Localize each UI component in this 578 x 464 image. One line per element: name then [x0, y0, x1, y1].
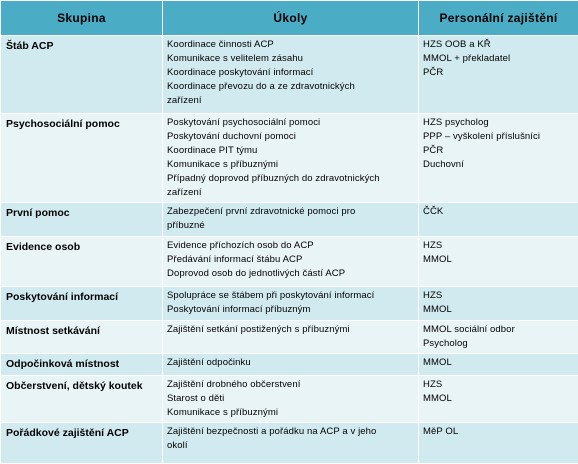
- task-line: Zajištění drobného občerstvení: [167, 378, 414, 392]
- staff-cell: [419, 114, 578, 203]
- task-line: Koordinace poskytování informací: [167, 66, 414, 80]
- task-line: Komunikace s příbuznými: [167, 158, 414, 172]
- tasks-cell: [163, 423, 419, 464]
- task-line: Koordinace činnosti ACP: [167, 38, 414, 52]
- table-row: [1, 203, 578, 237]
- task-line: Zabezpečení první zdravotnické pomoci pro: [167, 205, 414, 219]
- table-row: [1, 114, 578, 203]
- header-personalni-zajisteni: Personální zajištění: [419, 1, 578, 36]
- group-cell: Poskytování informací: [1, 287, 163, 321]
- staff-line: MMOL + překladatel: [423, 52, 574, 66]
- staff-line: HZS: [423, 378, 574, 392]
- task-line: Doprovod osob do jednotlivých částí ACP: [167, 267, 414, 281]
- task-line: Komunikace s příbuznými: [167, 406, 414, 420]
- table-row: [1, 423, 578, 464]
- staff-line: PČR: [423, 144, 574, 158]
- task-line: Poskytování psychosociální pomoci: [167, 116, 414, 130]
- task-line: zařízení: [167, 186, 414, 200]
- table-row: [1, 321, 578, 354]
- tasks-cell: [163, 203, 419, 237]
- task-line: Předávání informací štábu ACP: [167, 253, 414, 267]
- table-row: [1, 237, 578, 287]
- tasks-cell: [163, 114, 419, 203]
- header-row: [1, 1, 578, 36]
- staff-line: HZS: [423, 289, 574, 303]
- header-ukoly: Úkoly: [163, 1, 419, 36]
- task-line: okolí: [167, 439, 414, 453]
- staff-line: MMOL: [423, 392, 574, 406]
- staff-line: HZS OOB a KŘ: [423, 38, 574, 52]
- group-cell: Psychosociální pomoc: [1, 114, 163, 203]
- staff-line: Psycholog: [423, 337, 574, 351]
- staff-line: ČČK: [423, 205, 574, 219]
- group-cell: Pořádkové zajištění ACP: [1, 423, 163, 464]
- staff-line: Duchovní: [423, 158, 574, 172]
- staff-line: PPP – vyškolení příslušníci: [423, 130, 574, 144]
- staff-cell: [419, 423, 578, 464]
- task-line: Koordinace PIT týmu: [167, 144, 414, 158]
- staff-line: HZS psycholog: [423, 116, 574, 130]
- tasks-cell: [163, 354, 419, 376]
- task-line: příbuzné: [167, 219, 414, 233]
- task-line: Zajištění setkání postižených s příbuznými: [167, 323, 414, 337]
- task-line: Evidence příchozích osob do ACP: [167, 239, 414, 253]
- staff-cell: [419, 237, 578, 287]
- group-cell: Evidence osob: [1, 237, 163, 287]
- tasks-cell: [163, 287, 419, 321]
- task-line: Starost o děti: [167, 392, 414, 406]
- table-row: [1, 287, 578, 321]
- group-cell: Místnost setkávání: [1, 321, 163, 354]
- staff-cell: [419, 354, 578, 376]
- tasks-cell: [163, 36, 419, 114]
- table-row: [1, 354, 578, 376]
- table-row: [1, 36, 578, 114]
- staff-cell: [419, 36, 578, 114]
- group-cell: První pomoc: [1, 203, 163, 237]
- task-line: Poskytování duchovní pomoci: [167, 130, 414, 144]
- group-cell: Štáb ACP: [1, 36, 163, 114]
- staff-line: MMOL sociální odbor: [423, 323, 574, 337]
- staff-cell: [419, 203, 578, 237]
- task-line: Komunikace s velitelem zásahu: [167, 52, 414, 66]
- task-line: Zajištění bezpečnosti a pořádku na ACP a v jeho: [167, 425, 414, 439]
- group-cell: Občerstvení, dětský koutek: [1, 376, 163, 423]
- tasks-cell: [163, 376, 419, 423]
- task-line: Případný doprovod příbuzných do zdravotnických: [167, 172, 414, 186]
- task-line: Poskytování informací příbuzným: [167, 303, 414, 317]
- staff-line: PČR: [423, 66, 574, 80]
- task-line: Koordinace převozu do a ze zdravotnických: [167, 80, 414, 94]
- staff-line: MMOL: [423, 356, 574, 370]
- task-line: zařízení: [167, 94, 414, 108]
- staff-cell: [419, 376, 578, 423]
- staff-line: MMOL: [423, 253, 574, 267]
- staff-cell: [419, 287, 578, 321]
- staff-line: MěP OL: [423, 425, 574, 439]
- task-line: Spolupráce se štábem při poskytování informací: [167, 289, 414, 303]
- tasks-cell: [163, 237, 419, 287]
- group-cell: Odpočinková místnost: [1, 354, 163, 376]
- staff-cell: [419, 321, 578, 354]
- task-line: Zajištění odpočinku: [167, 356, 414, 370]
- staff-line: MMOL: [423, 303, 574, 317]
- table-row: [1, 376, 578, 423]
- tasks-cell: [163, 321, 419, 354]
- header-skupina: Skupina: [1, 1, 163, 36]
- staff-line: HZS: [423, 239, 574, 253]
